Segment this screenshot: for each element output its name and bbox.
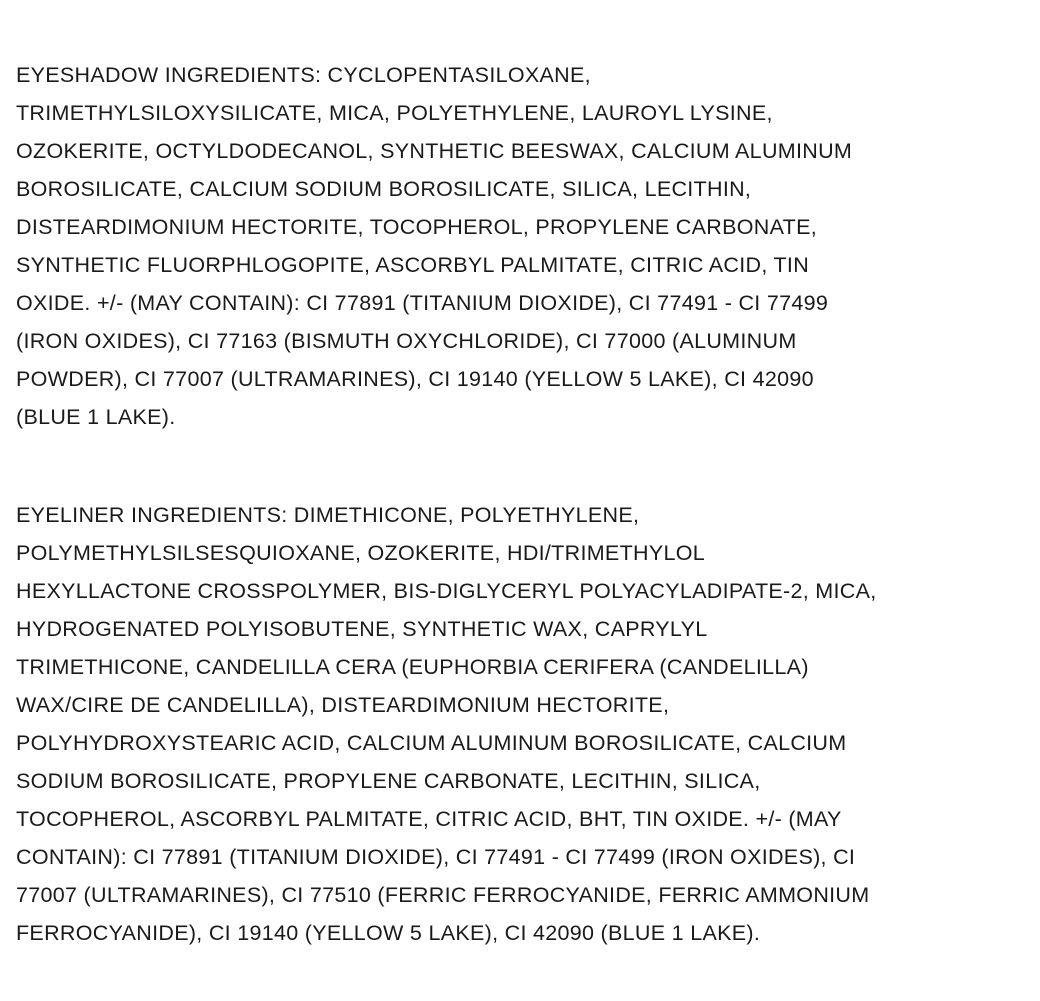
eyeshadow-line: POWDER), CI 77007 (ULTRAMARINES), CI 19140 (YELLOW 5 LAKE), CI 42090 xyxy=(16,367,814,391)
eyeshadow-line: BOROSILICATE, CALCIUM SODIUM BOROSILICATE, SILICA, LECITHIN, xyxy=(16,177,752,201)
eyeliner-line: FERROCYANIDE), CI 19140 (YELLOW 5 LAKE), CI 42090 (BLUE 1 LAKE). xyxy=(16,921,761,945)
eyeliner-line: TOCOPHEROL, ASCORBYL PALMITATE, CITRIC ACID, BHT, TIN OXIDE. +/- (MAY xyxy=(16,807,842,831)
eyeshadow-line: SYNTHETIC FLUORPHLOGOPITE, ASCORBYL PALMITATE, CITRIC ACID, TIN xyxy=(16,253,810,277)
eyeliner-line: HYDROGENATED POLYISOBUTENE, SYNTHETIC WAX, CAPRYLYL xyxy=(16,617,708,641)
eyeshadow-line: EYESHADOW INGREDIENTS: CYCLOPENTASILOXANE, xyxy=(16,63,591,87)
eyeshadow-line: (BLUE 1 LAKE). xyxy=(16,405,176,429)
eyeliner-line: SODIUM BOROSILICATE, PROPYLENE CARBONATE, LECITHIN, SILICA, xyxy=(16,769,761,793)
eyeshadow-line: OXIDE. +/- (MAY CONTAIN): CI 77891 (TITANIUM DIOXIDE), CI 77491 - CI 77499 xyxy=(16,291,829,315)
eyeliner-line: WAX/CIRE DE CANDELILLA), DISTEARDIMONIUM HECTORITE, xyxy=(16,693,670,717)
eyeliner-line: TRIMETHICONE, CANDELILLA CERA (EUPHORBIA CERIFERA (CANDELILLA) xyxy=(16,655,809,679)
section-spacer xyxy=(16,436,1016,496)
eyeliner-ingredients xyxy=(16,496,1016,952)
eyeshadow-line: (IRON OXIDES), CI 77163 (BISMUTH OXYCHLORIDE), CI 77000 (ALUMINUM xyxy=(16,329,797,353)
eyeliner-line: CONTAIN): CI 77891 (TITANIUM DIOXIDE), CI 77491 - CI 77499 (IRON OXIDES), CI xyxy=(16,845,856,869)
eyeshadow-ingredients xyxy=(16,56,1016,436)
eyeliner-line: 77007 (ULTRAMARINES), CI 77510 (FERRIC FERROCYANIDE, FERRIC AMMONIUM xyxy=(16,883,870,907)
eyeliner-line: HEXYLLACTONE CROSSPOLYMER, BIS-DIGLYCERYL POLYACYLADIPATE-2, MICA, xyxy=(16,579,877,603)
eyeliner-line: POLYHYDROXYSTEARIC ACID, CALCIUM ALUMINUM BOROSILICATE, CALCIUM xyxy=(16,731,847,755)
eyeshadow-line: OZOKERITE, OCTYLDODECANOL, SYNTHETIC BEESWAX, CALCIUM ALUMINUM xyxy=(16,139,853,163)
ingredients-page xyxy=(16,56,1016,952)
eyeshadow-line: TRIMETHYLSILOXYSILICATE, MICA, POLYETHYLENE, LAUROYL LYSINE, xyxy=(16,101,773,125)
eyeshadow-line: DISTEARDIMONIUM HECTORITE, TOCOPHEROL, PROPYLENE CARBONATE, xyxy=(16,215,817,239)
eyeliner-line: POLYMETHYLSILSESQUIOXANE, OZOKERITE, HDI/TRIMETHYLOL xyxy=(16,541,706,565)
eyeliner-line: EYELINER INGREDIENTS: DIMETHICONE, POLYETHYLENE, xyxy=(16,503,640,527)
